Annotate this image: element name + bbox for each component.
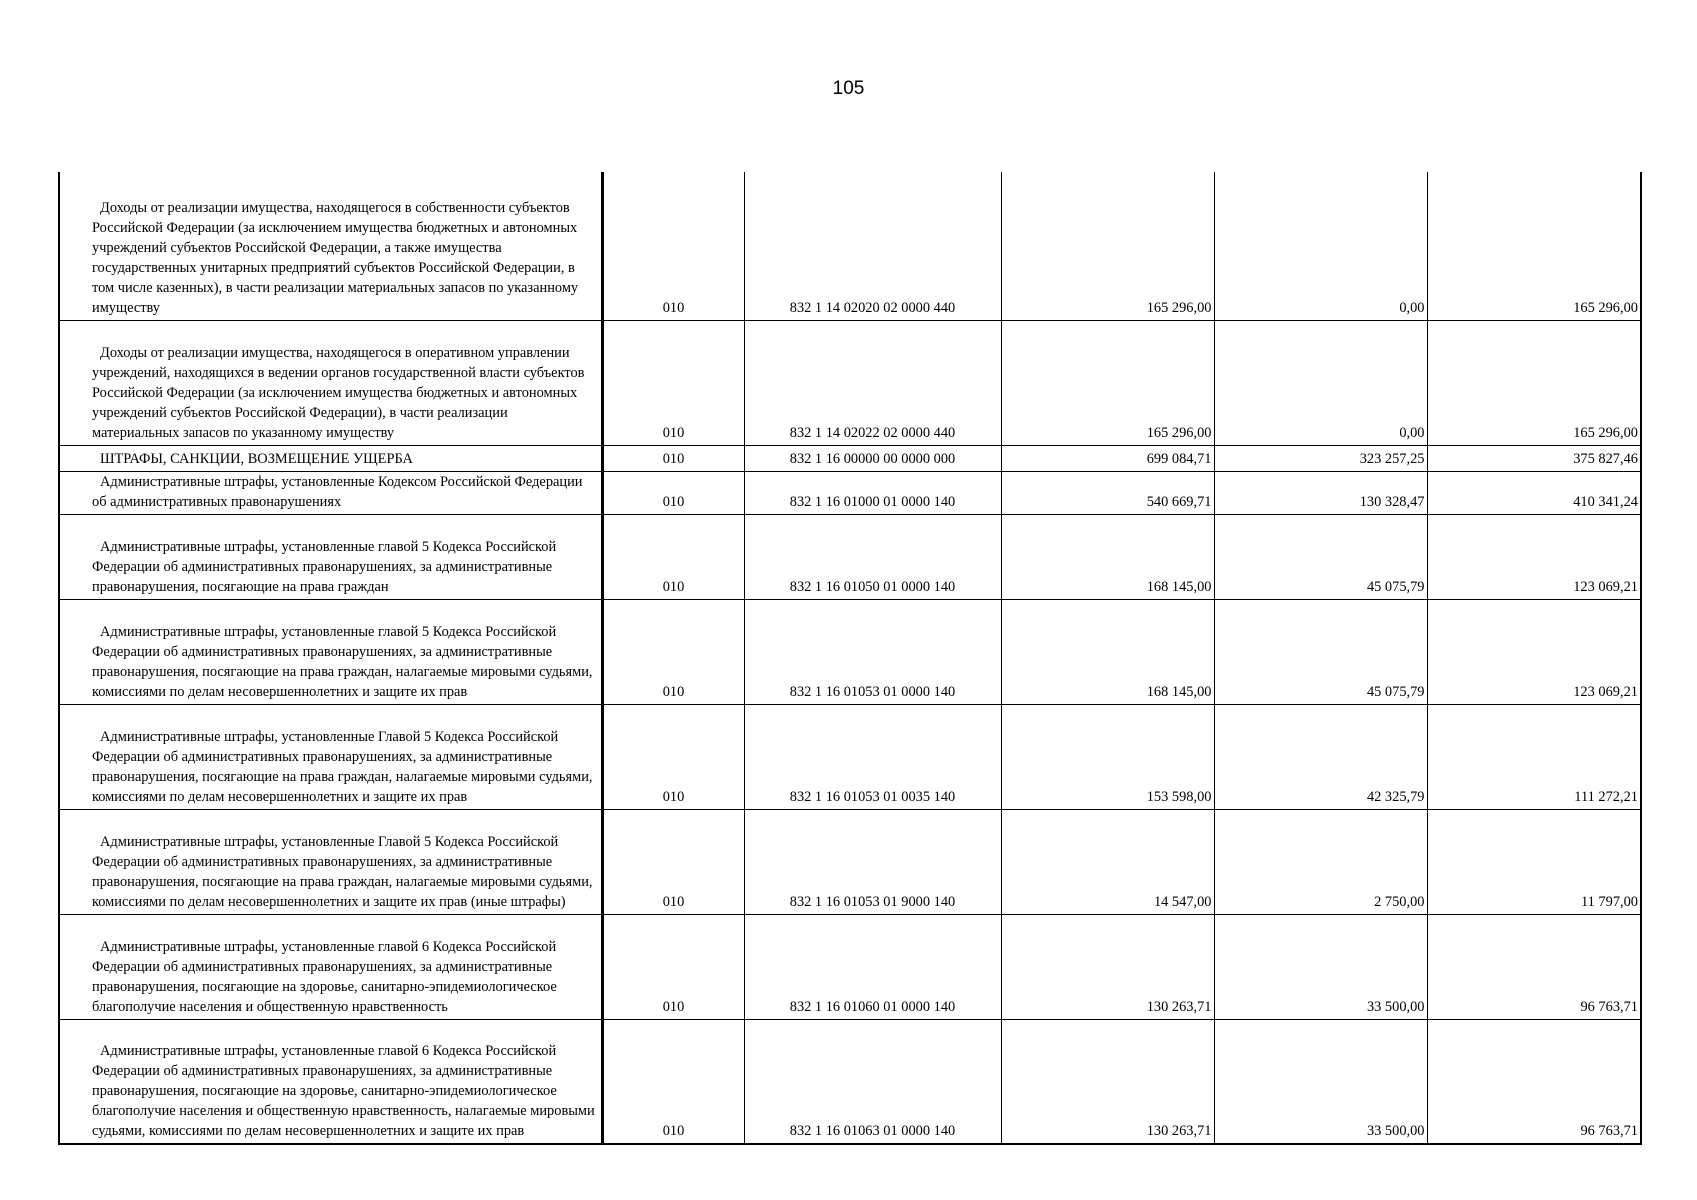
row-budget-code: 832 1 16 00000 00 0000 000 bbox=[744, 445, 1001, 471]
table-row bbox=[59, 1019, 1641, 1144]
row-line-code: 010 bbox=[602, 704, 744, 809]
row-line-code: 010 bbox=[602, 1019, 744, 1144]
row-budget-code: 832 1 16 01053 01 9000 140 bbox=[744, 809, 1001, 914]
row-description: Административные штрафы, установленные Кодексом Российской Федерации об административных правонарушениях bbox=[59, 471, 602, 514]
row-approved-amount: 168 145,00 bbox=[1001, 514, 1214, 599]
row-unexecuted-amount: 96 763,71 bbox=[1427, 1019, 1641, 1144]
row-budget-code: 832 1 16 01053 01 0000 140 bbox=[744, 599, 1001, 704]
row-budget-code: 832 1 14 02022 02 0000 440 bbox=[744, 320, 1001, 445]
row-line-code: 010 bbox=[602, 172, 744, 320]
row-unexecuted-amount: 111 272,21 bbox=[1427, 704, 1641, 809]
row-unexecuted-amount: 11 797,00 bbox=[1427, 809, 1641, 914]
row-description: Доходы от реализации имущества, находящегося в собственности субъектов Российской Федерации (за исключением имущества бюджетных и автономных учреждений субъектов Российской Федерации, а также имущества государственных унитарных предприятий субъектов Российской Федерации, в том числе казенных), в части реализации материальных запасов по указанному имуществу bbox=[59, 172, 602, 320]
row-line-code: 010 bbox=[602, 445, 744, 471]
row-budget-code: 832 1 16 01063 01 0000 140 bbox=[744, 1019, 1001, 1144]
row-line-code: 010 bbox=[602, 599, 744, 704]
row-unexecuted-amount: 123 069,21 bbox=[1427, 514, 1641, 599]
row-description: Административные штрафы, установленные главой 5 Кодекса Российской Федерации об административных правонарушениях, за административные правонарушения, посягающие на права граждан, налагаемые мировыми судьями, комиссиями по делам несовершеннолетних и защите их прав bbox=[59, 599, 602, 704]
row-executed-amount: 0,00 bbox=[1214, 172, 1427, 320]
row-line-code: 010 bbox=[602, 514, 744, 599]
row-executed-amount: 2 750,00 bbox=[1214, 809, 1427, 914]
row-approved-amount: 165 296,00 bbox=[1001, 172, 1214, 320]
table-row bbox=[59, 514, 1641, 599]
row-line-code: 010 bbox=[602, 914, 744, 1019]
revenue-table bbox=[58, 172, 1642, 1145]
row-executed-amount: 45 075,79 bbox=[1214, 514, 1427, 599]
row-budget-code: 832 1 14 02020 02 0000 440 bbox=[744, 172, 1001, 320]
row-line-code: 010 bbox=[602, 809, 744, 914]
row-unexecuted-amount: 96 763,71 bbox=[1427, 914, 1641, 1019]
table-row bbox=[59, 914, 1641, 1019]
row-executed-amount: 323 257,25 bbox=[1214, 445, 1427, 471]
row-budget-code: 832 1 16 01053 01 0035 140 bbox=[744, 704, 1001, 809]
row-budget-code: 832 1 16 01000 01 0000 140 bbox=[744, 471, 1001, 514]
row-description: Административные штрафы, установленные главой 5 Кодекса Российской Федерации об административных правонарушениях, за административные правонарушения, посягающие на права граждан bbox=[59, 514, 602, 599]
row-approved-amount: 168 145,00 bbox=[1001, 599, 1214, 704]
row-approved-amount: 14 547,00 bbox=[1001, 809, 1214, 914]
row-description: Административные штрафы, установленные Главой 5 Кодекса Российской Федерации об административных правонарушениях, за административные правонарушения, посягающие на права граждан, налагаемые мировыми судьями, комиссиями по делам несовершеннолетних и защите их прав bbox=[59, 704, 602, 809]
row-approved-amount: 130 263,71 bbox=[1001, 1019, 1214, 1144]
row-unexecuted-amount: 375 827,46 bbox=[1427, 445, 1641, 471]
table-row bbox=[59, 320, 1641, 445]
row-line-code: 010 bbox=[602, 471, 744, 514]
row-line-code: 010 bbox=[602, 320, 744, 445]
row-executed-amount: 130 328,47 bbox=[1214, 471, 1427, 514]
row-executed-amount: 0,00 bbox=[1214, 320, 1427, 445]
row-description: ШТРАФЫ, САНКЦИИ, ВОЗМЕЩЕНИЕ УЩЕРБА bbox=[59, 445, 602, 471]
row-approved-amount: 699 084,71 bbox=[1001, 445, 1214, 471]
table-row bbox=[59, 172, 1641, 320]
row-description: Доходы от реализации имущества, находящегося в оперативном управлении учреждений, находящихся в ведении органов государственной власти субъектов Российской Федерации (за исключением имущества бюджетных и автономных учреждений субъектов Российской Федерации), в части реализации материальных запасов по указанному имуществу bbox=[59, 320, 602, 445]
page-number: 105 bbox=[832, 78, 865, 99]
row-budget-code: 832 1 16 01060 01 0000 140 bbox=[744, 914, 1001, 1019]
row-executed-amount: 33 500,00 bbox=[1214, 1019, 1427, 1144]
row-approved-amount: 153 598,00 bbox=[1001, 704, 1214, 809]
row-approved-amount: 130 263,71 bbox=[1001, 914, 1214, 1019]
row-executed-amount: 42 325,79 bbox=[1214, 704, 1427, 809]
row-unexecuted-amount: 410 341,24 bbox=[1427, 471, 1641, 514]
row-executed-amount: 33 500,00 bbox=[1214, 914, 1427, 1019]
table-row bbox=[59, 809, 1641, 914]
row-description: Административные штрафы, установленные главой 6 Кодекса Российской Федерации об административных правонарушениях, за административные правонарушения, посягающие на здоровье, санитарно-эпидемиологическое благополучие населения и общественную нравственность bbox=[59, 914, 602, 1019]
row-description: Административные штрафы, установленные главой 6 Кодекса Российской Федерации об административных правонарушениях, за административные правонарушения, посягающие на здоровье, санитарно-эпидемиологическое благополучие населения и общественную нравственность, налагаемые мировыми судьями, комиссиями по делам несовершеннолетних и защите их прав bbox=[59, 1019, 602, 1144]
row-approved-amount: 540 669,71 bbox=[1001, 471, 1214, 514]
row-budget-code: 832 1 16 01050 01 0000 140 bbox=[744, 514, 1001, 599]
table-row bbox=[59, 599, 1641, 704]
row-unexecuted-amount: 165 296,00 bbox=[1427, 172, 1641, 320]
table-row bbox=[59, 445, 1641, 471]
row-description: Административные штрафы, установленные Главой 5 Кодекса Российской Федерации об административных правонарушениях, за административные правонарушения, посягающие на права граждан, налагаемые мировыми судьями, комиссиями по делам несовершеннолетних и защите их прав (иные штрафы) bbox=[59, 809, 602, 914]
table-row bbox=[59, 704, 1641, 809]
table-row bbox=[59, 471, 1641, 514]
row-unexecuted-amount: 165 296,00 bbox=[1427, 320, 1641, 445]
row-executed-amount: 45 075,79 bbox=[1214, 599, 1427, 704]
row-unexecuted-amount: 123 069,21 bbox=[1427, 599, 1641, 704]
row-approved-amount: 165 296,00 bbox=[1001, 320, 1214, 445]
